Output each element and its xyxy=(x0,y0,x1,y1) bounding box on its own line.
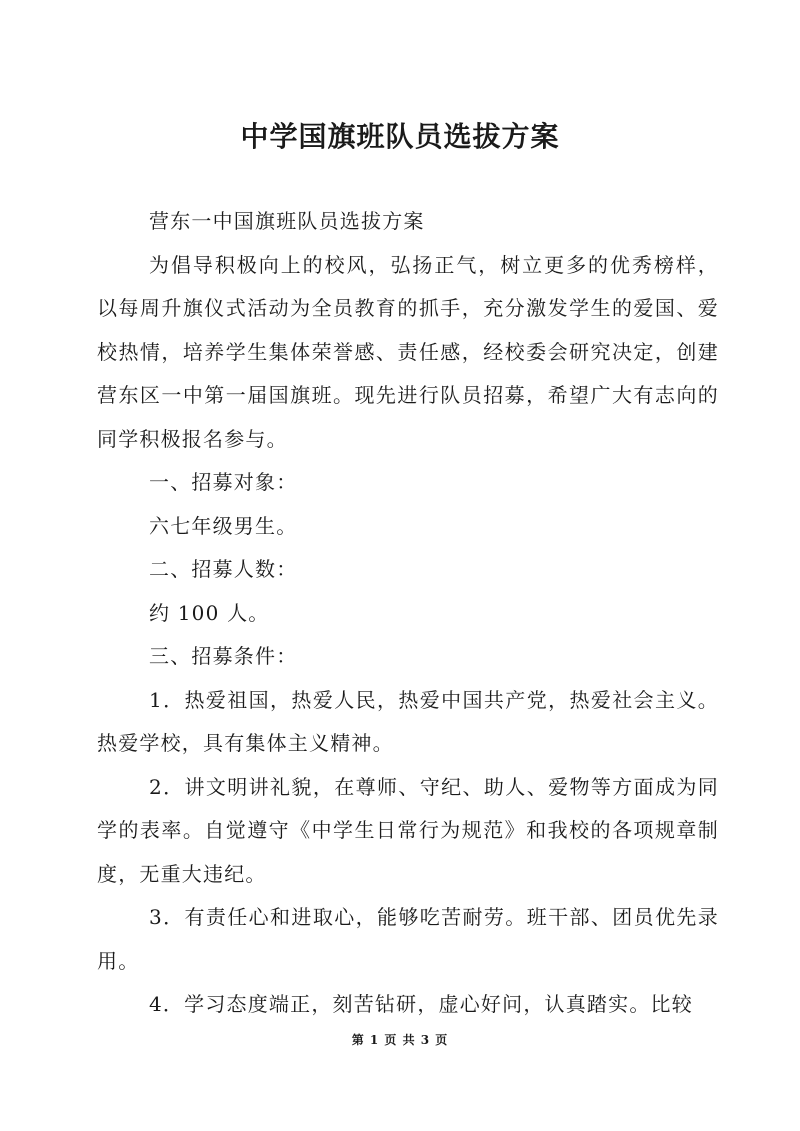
document-title: 中学国旗班队员选拔方案 xyxy=(240,120,560,153)
section-heading-recruit-target: 一、招募对象： xyxy=(149,470,298,494)
section-heading-recruit-conditions: 三、招募条件： xyxy=(149,644,298,668)
paragraph-intro: 为倡导积极向上的校风，弘扬正气，树立更多的优秀榜样，以每周升旗仪式活动为全员教育的抓手，充分激发学生的爱国、爱校热情，培养学生集体荣誉感、责任感，经校委会研究决定，创建营东区一中第一届国旗班。现先进行队员招募，希望广大有志向的同学积极报名参与。 xyxy=(97,252,719,451)
paragraph-subtitle: 营东一中国旗班队员选拔方案 xyxy=(149,209,425,233)
paragraph-recruit-count: 约 100 人。 xyxy=(149,600,270,625)
page-number-label: 第 1 页 共 3 页 xyxy=(351,1033,449,1047)
document-body xyxy=(97,200,719,1027)
condition-item-4: 4．学习态度端正，刻苦钻研，虚心好问，认真踏实。比较 xyxy=(149,992,693,1016)
condition-item-2: 2．讲文明讲礼貌，在尊师、守纪、助人、爱物等方面成为同学的表率。自觉遵守《中学生日常行为规范》和我校的各项规章制度，无重大违纪。 xyxy=(97,774,719,886)
condition-item-3: 3．有责任心和进取心，能够吃苦耐劳。班干部、团员优先录用。 xyxy=(97,905,719,973)
section-heading-recruit-count: 二、招募人数： xyxy=(149,557,298,581)
condition-item-1: 1．热爱祖国，热爱人民，热爱中国共产党，热爱社会主义。热爱学校，具有集体主义精神。 xyxy=(97,687,719,755)
page-footer xyxy=(0,1032,800,1048)
paragraph-recruit-target: 六七年级男生。 xyxy=(149,513,298,538)
